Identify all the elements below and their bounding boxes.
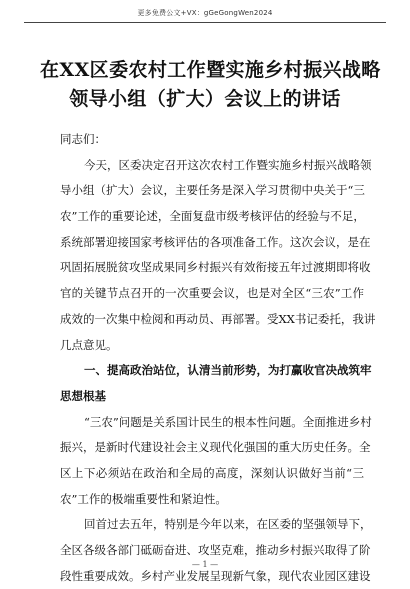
body-line: 回首过去五年，特别是今年以来，在区委的坚强领导下， [84,517,372,532]
body-line: 段性重要成效。乡村产业发展呈现新气象，现代农业园区建设 [60,568,371,583]
page-header: 更多免费公文+VX：gGeGongWen2024 [137,9,273,17]
body-line: 导小组（扩大）会议，主要任务是深入学习贯彻中央关于“三 [60,183,365,198]
body-line: 巩固拓展脱贫攻坚成果同乡村振兴有效衔接五年过渡期即将收 [60,260,371,275]
section-heading: 思想根基 [60,388,106,403]
body-line: 系统部署迎接国家考核评估的各项准备工作。这次会议，是在 [60,234,371,249]
body-line: 农”工作的极端重要性和紧迫性。 [60,491,227,506]
body-line: “三农”问题是关系国计民生的根本性问题。全面推进乡村 [84,414,372,429]
header-rule [24,22,386,23]
title-line-1: 在XX区委农村工作暨实施乡村振兴战略 [40,59,381,81]
title-line-2: 领导小组（扩大）会议上的讲话 [69,88,341,110]
body-line: 成效的一次集中检阅和再动员、再部署。受XX书记委托，我讲 [60,311,376,326]
page-number: — 1 — [191,560,219,569]
body-line: 今天，区委决定召开这次农村工作暨实施乡村振兴战略领 [84,157,372,172]
body-line: 全区各级各部门砥砺奋进、攻坚克难，推动乡村振兴取得了阶 [60,543,371,557]
document-title [40,56,381,114]
body-line: 农”工作的重要论述，全面复盘市级考核评估的经验与不足， [60,209,365,224]
salutation: 同志们： [60,132,106,146]
section-heading: 一、提高政治站位，认清当前形势，为打赢收官决战筑牢 [84,363,372,378]
document-body [60,127,376,589]
body-line: 几点意见。 [60,337,118,352]
body-line: 区上下必须站在政治和全局的高度，深刻认识做好当前“三 [60,465,364,480]
body-line: 振兴，是新时代建设社会主义现代化强国的重大历史任务。全 [60,440,371,455]
body-line: 官的关键节点召开的一次重要会议，也是对全区“三农”工作 [60,286,364,301]
